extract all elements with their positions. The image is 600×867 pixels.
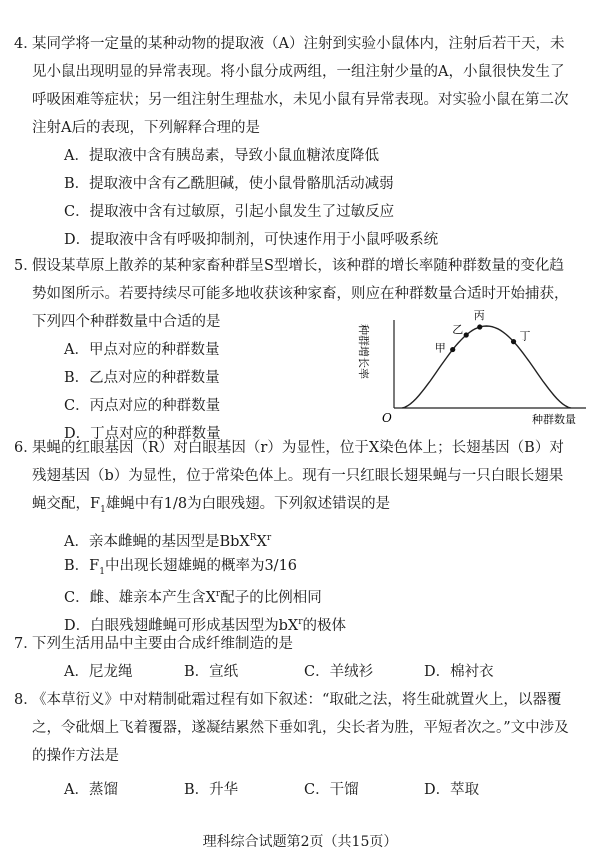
question-number: 4．: [14, 36, 38, 52]
option-text: 配子的比例相同: [220, 589, 322, 606]
option-a: A．尼龙绳: [64, 664, 133, 680]
point-1: [450, 347, 455, 352]
superscript: r: [298, 616, 303, 627]
option-text: 中出现长翅雄蝇的概率为3/16: [104, 557, 298, 574]
curve: [402, 326, 571, 408]
question-number: 5．: [14, 258, 38, 274]
options-row: [64, 776, 574, 804]
question-6: [14, 434, 574, 636]
option-c: [64, 580, 574, 608]
option-a: [64, 524, 574, 552]
option-b: B．升华: [184, 782, 239, 798]
question-number: 6．: [14, 440, 38, 456]
subscript: 1: [99, 566, 105, 577]
x-axis-label: 种群数量: [532, 413, 576, 426]
option-c: C．丙点对应的种群数量: [64, 398, 221, 414]
point-label: 丁: [519, 329, 531, 343]
option-d: D．丁点对应的种群数量: [64, 426, 221, 442]
option-c: C．提取液中含有过敏原，引起小鼠发生了过敏反应: [64, 204, 395, 220]
option-b: B．乙点对应的种群数量: [64, 370, 220, 386]
superscript: R: [249, 532, 257, 543]
option-d: D．萃取: [424, 782, 480, 798]
option-text: 的极体: [302, 617, 347, 634]
subscript: 1: [100, 504, 106, 515]
option-d: D．棉衬衣: [424, 664, 494, 680]
question-stem: 下列生活用品中主要由合成纤维制造的是: [32, 636, 293, 652]
point-3: [477, 324, 482, 329]
option-text: B．F: [64, 557, 100, 574]
option-a: A．提取液中含有胰岛素，导致小鼠血糖浓度降低: [64, 148, 379, 164]
point-label: 甲: [434, 341, 446, 355]
options-row: [64, 658, 574, 686]
superscript: r: [266, 532, 272, 543]
question-stem: 《本草衍义》中对精制砒霜过程有如下叙述：“取砒之法，将生砒就置火上，以器覆之，令砒烟上飞着覆器，遂凝结累然下垂如乳，尖长者为胜，平短者次之。”文中涉及的操作方法是: [32, 692, 569, 764]
question-stem: 假设某草原上散养的某种家畜种群呈S型增长，该种群的增长率随种群数量的变化趋势如图所示。若要持续尽可能多地收获该种家畜，则应在种群数量合适时开始捕获，下列四个种群数量中合适的是: [32, 258, 569, 330]
origin-label: O: [382, 411, 392, 425]
option-text: D．白眼残翅雌蝇可形成基因型为bX: [64, 617, 299, 634]
option-text: C．雌、雄亲本产生含X: [64, 589, 216, 606]
option-b: B．宣纸: [184, 664, 239, 680]
stem-text: 雄蝇中有1/8为白眼残翅。下列叙述错误的是: [105, 496, 391, 512]
option-d: D．提取液中含有呼吸抑制剂，可快速作用于小鼠呼吸系统: [64, 232, 439, 248]
option-b: [64, 552, 574, 580]
page-footer: 理科综合试题第2页（共15页）: [202, 834, 398, 850]
question-number: 8．: [14, 692, 38, 708]
y-axis-label: 种群增长率: [357, 324, 370, 379]
point-4: [511, 339, 516, 344]
question-stem: 某同学将一定量的某种动物的提取液（A）注射到实验小鼠体内，注射后若干天，未见小鼠出现明显的异常表现。将小鼠分成两组，一组注射少量的A，小鼠很快发生了呼吸困难等症状；另一组注射生理盐水，未见小鼠有异常表现。对实验小鼠在第二次注射A后的表现，下列解释合理的是: [32, 36, 569, 136]
question-stem: [32, 434, 574, 524]
stem-text: 果蝇的红眼基因（R）对白眼基因（r）为显性，位于X染色体上；长翅基因（B）对残翅基因（b）为显性，位于常染色体上。现有一只红眼长翅果蝇与一只白眼长翅果蝇交配，F: [32, 440, 564, 512]
question-4: [14, 30, 574, 254]
superscript: r: [215, 588, 221, 599]
question-7: [14, 630, 574, 686]
option-text: A．亲本雌蝇的基因型是BbX: [64, 533, 250, 550]
option-b: B．提取液中含有乙酰胆碱，使小鼠骨骼肌活动减弱: [64, 176, 394, 192]
option-a: A．蒸馏: [64, 782, 118, 798]
point-2: [464, 332, 469, 337]
question-number: 7．: [14, 636, 38, 652]
option-c: C．干馏: [304, 782, 359, 798]
option-text: X: [256, 533, 267, 550]
growth-rate-chart: [346, 309, 591, 426]
option-a: A．甲点对应的种群数量: [64, 342, 220, 358]
point-label: 乙: [452, 323, 464, 337]
question-8: [14, 686, 574, 804]
option-c: C．羊绒衫: [304, 664, 374, 680]
point-label: 丙: [473, 309, 485, 323]
